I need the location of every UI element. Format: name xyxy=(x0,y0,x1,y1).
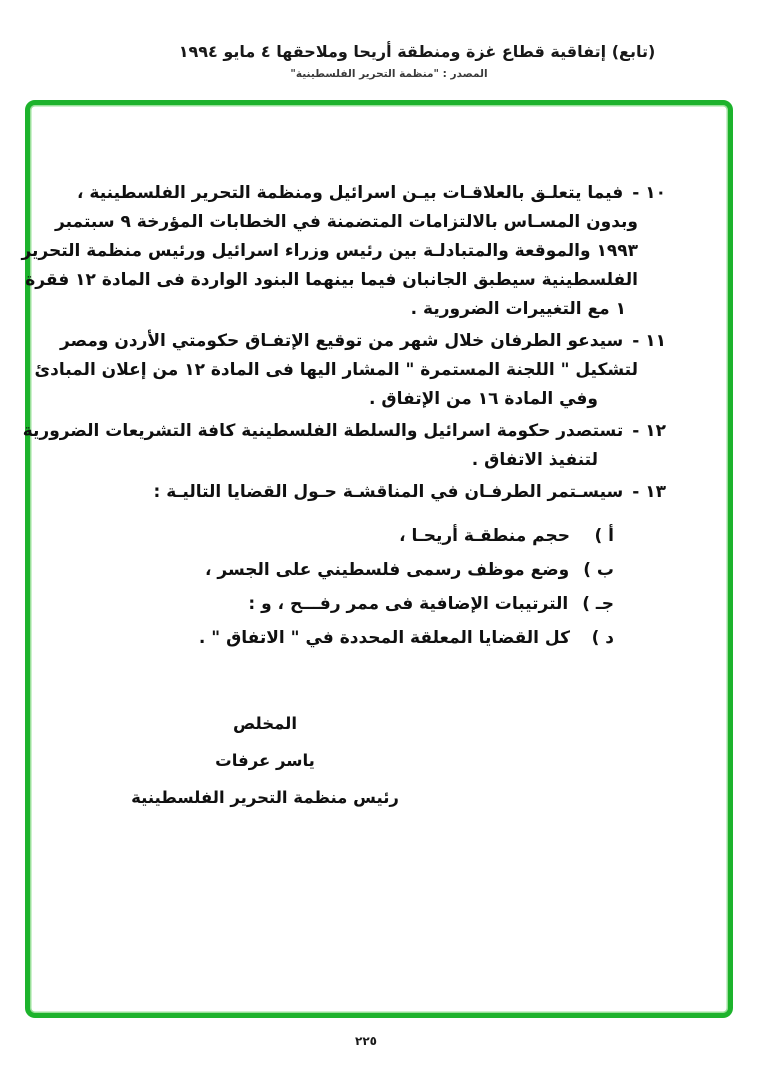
paragraph-11-line-1 xyxy=(60,327,666,356)
paragraph-12 xyxy=(22,417,666,475)
subitem-a xyxy=(120,519,614,553)
subitem-j xyxy=(120,587,614,621)
subitem-j-letter: جـ ) xyxy=(582,594,614,614)
signatory-title: رئيس منظمة التحرير الفلسطينية xyxy=(131,788,399,807)
paragraph-10-line-4: الفلسطينية سيطبق الجانبان فيما بينهما البنود الواردة فى المادة ١٢ فقرة xyxy=(25,270,638,290)
paragraph-10-number: ١٠ - xyxy=(632,183,666,203)
paragraph-11-number: ١١ - xyxy=(632,331,666,351)
green-border-frame xyxy=(21,100,733,1018)
signatory-name: ياسر عرفات xyxy=(215,751,315,770)
paragraph-10-text: فيما يتعلـق بالعلاقـات بيـن اسرائيل ومنظمة التحرير الفلسطينية ، xyxy=(77,183,624,203)
signature-closing: المخلص xyxy=(232,714,298,733)
paragraph-12-text: تستصدر حكومة اسرائيل والسلطة الفلسطينية كافة التشريعات الضرورية xyxy=(22,421,624,441)
paragraph-13-text: سيسـتمر الطرفـان في المناقشـة حـول القضايا التاليـة : xyxy=(153,482,624,502)
paragraph-12-line-2: لتنفيذ الاتفاق . xyxy=(471,450,598,470)
paragraph-13 xyxy=(120,478,666,507)
subitem-d-letter: د ) xyxy=(591,628,614,648)
paragraph-10-line-3: ١٩٩٣ والموقعة والمتبادلـة بين رئيس وزراء اسرائيل ورئيس منظمة التحرير xyxy=(21,241,638,261)
paragraph-12-line-1 xyxy=(22,417,666,446)
paragraph-13-number: ١٣ - xyxy=(632,482,666,502)
paragraph-11-line-2: لتشكيل " اللجنة المستمرة " المشار اليها فى المادة ١٢ من إعلان المبادئ xyxy=(34,360,638,380)
paragraph-13-line-1 xyxy=(120,478,666,507)
paragraph-12-number: ١٢ - xyxy=(632,421,666,441)
signature-block xyxy=(115,705,415,816)
paragraph-11-line-3: وفي المادة ١٦ من الإتفاق . xyxy=(369,389,598,409)
document-body xyxy=(21,105,728,655)
page-number: ٢٢٥ xyxy=(355,1034,377,1048)
paragraph-10-line-5: ١ مع التغييرات الضرورية . xyxy=(410,299,626,319)
paragraph-10-line-2: وبدون المسـاس بالالتزامات المتضمنة في الخطابات المؤرخة ٩ سبتمبر xyxy=(55,212,638,232)
document-title: (تابع) إتفاقية قطاع غزة ومنطقة أريحا وملاحقها ٤ مايو ١٩٩٤ xyxy=(178,42,656,61)
subitem-a-letter: أ ) xyxy=(594,526,614,546)
subitem-a-text: حجم منطقـة أريحـا ، xyxy=(399,526,570,546)
subitem-b-text: وضع موظف رسمى فلسطيني على الجسر ، xyxy=(205,560,570,580)
paragraph-10-line-1 xyxy=(77,179,666,208)
subitem-d-text: كل القضايا المعلقة المحددة في " الاتفاق " . xyxy=(198,628,570,648)
paragraph-11 xyxy=(34,327,666,414)
subitem-list xyxy=(120,519,614,655)
subitem-b xyxy=(120,553,614,587)
paragraph-11-text: سيدعو الطرفان خلال شهر من توقيع الإتفـاق حكومتي الأردن ومصر xyxy=(60,331,624,351)
paragraph-10 xyxy=(21,179,666,324)
subitem-j-text: الترتيبات الإضافية فى ممر رفـــح ، و : xyxy=(248,594,569,614)
subitem-d xyxy=(120,621,614,655)
subitem-b-letter: ب ) xyxy=(583,560,614,580)
document-source: المصدر : "منظمة التحرير الفلسطينية" xyxy=(290,68,488,80)
